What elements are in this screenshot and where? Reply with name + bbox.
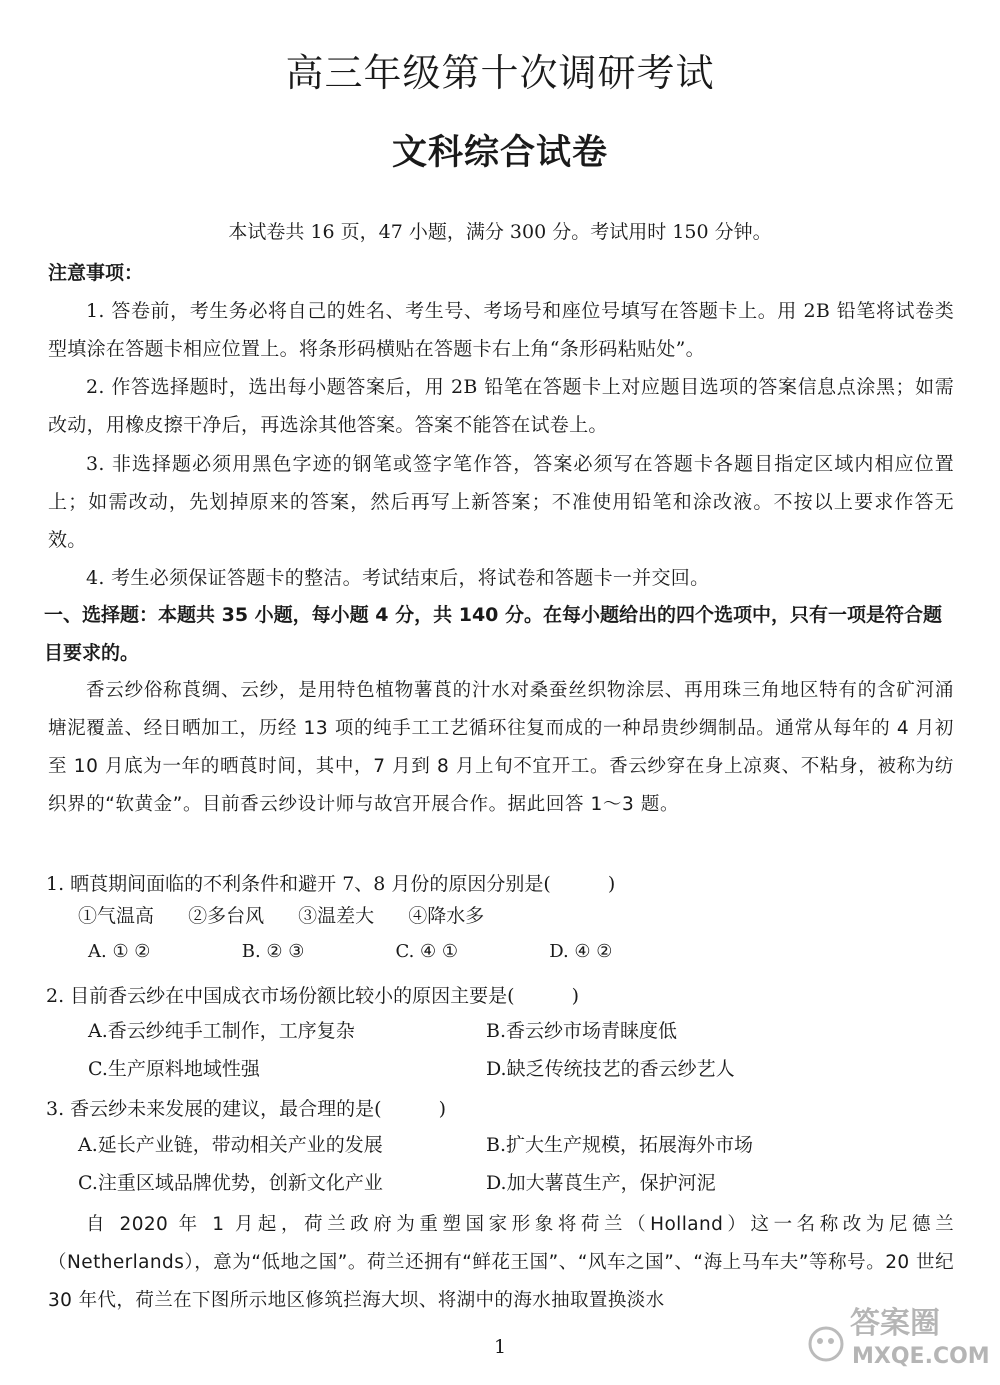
q1-item: ②多台风 xyxy=(188,905,265,927)
q2-option-d: D.缺乏传统技艺的香云纱艺人 xyxy=(486,1058,735,1080)
watermark-logo xyxy=(800,1290,990,1380)
notice-item-2: 2. 作答选择题时，选出每小题答案后，用 2B 铅笔在答题卡上对应题目选项的答案信息点涂黑；如需改动，用橡皮擦干净后，再选涂其他答案。答案不能答在试卷上。 xyxy=(48,376,954,436)
section-heading: 一、选择题：本题共 35 小题，每小题 4 分，共 140 分。在每小题给出的四个选项中，只有一项是符合题目要求的。 xyxy=(44,604,943,664)
notice-item-1: 1. 答卷前，考生务必将自己的姓名、考生号、考场号和座位号填写在答题卡上。用 2B 铅笔将试卷类型填涂在答题卡相应位置上。将条形码横贴在答题卡右上角“条形码粘贴处”。 xyxy=(48,300,954,360)
q2-option-c: C.生产原料地域性强 xyxy=(88,1058,260,1080)
q3-option-a: A.延长产业链，带动相关产业的发展 xyxy=(78,1134,383,1156)
q1-item: ①气温高 xyxy=(78,905,155,927)
watermark-url: MXQE.COM xyxy=(852,1344,990,1369)
question-3-stem: 3. 香云纱未来发展的建议，最合理的是( ) xyxy=(46,1098,446,1120)
exam-subtitle: 文科综合试卷 xyxy=(391,133,608,173)
q3-option-b: B.扩大生产规模，拓展海外市场 xyxy=(486,1134,754,1156)
q1-choice-a: A. ① ② xyxy=(88,941,151,962)
q1-choice-c: C. ④ ① xyxy=(395,941,459,962)
q2-option-a: A.香云纱纯手工制作，工序复杂 xyxy=(88,1020,355,1042)
page-number: 1 xyxy=(493,1336,507,1358)
question-1-choices xyxy=(88,941,697,962)
question-1-stem: 1. 晒莨期间面临的不利条件和避开 7、8 月份的原因分别是( ) xyxy=(46,873,616,895)
q1-item: ④降水多 xyxy=(408,905,485,927)
q3-option-d: D.加大薯莨生产，保护河泥 xyxy=(486,1172,716,1194)
passage-xiangyunsha: 香云纱俗称莨绸、云纱，是用特色植物薯莨的汁水对桑蚕丝织物涂层、再用珠三角地区特有的含矿河涌塘泥覆盖、经日晒加工，历经 13 项的纯手工工艺循环往复而成的一种昂贵纱绸制品。通常从每年的 4 月初至 10 月底为一年的晒莨时间，其中，7 月到 8 月上旬不宜开工。香云纱穿在身上凉爽、不粘身，被称为纺织界的“软黄金”。目前香云纱设计师与故宫开展合作。据此回答 1～3 题。 xyxy=(48,680,954,815)
question-2-stem: 2. 目前香云纱在中国成衣市场份额比较小的原因主要是( ) xyxy=(46,985,579,1007)
notice-item-3: 3. 非选择题必须用黑色字迹的钢笔或签字笔作答，答案必须写在答题卡各题目指定区域内相应位置上；如需改动，先划掉原来的答案，然后再写上新答案；不准使用铅笔和涂改液。不按以上要求作答无效。 xyxy=(48,453,954,551)
q2-option-b: B.香云纱市场青睐度低 xyxy=(486,1020,678,1042)
exam-title: 高三年级第十次调研考试 xyxy=(285,51,715,95)
exam-info: 本试卷共 16 页，47 小题，满分 300 分。考试用时 150 分钟。 xyxy=(228,221,772,243)
watermark-text: 答案圈 xyxy=(850,1306,940,1341)
notice-heading: 注意事项： xyxy=(48,262,144,284)
q1-choice-d: D. ④ ② xyxy=(549,941,613,962)
notice-item-4: 4. 考生必须保证答题卡的整洁。考试结束后，将试卷和答题卡一并交回。 xyxy=(86,567,710,589)
watermark-icon xyxy=(806,1324,846,1364)
q1-choice-b: B. ② ③ xyxy=(241,941,305,962)
passage-netherlands: 自 2020 年 1 月起，荷兰政府为重塑国家形象将荷兰（Holland）这一名称改为尼德兰（Netherlands），意为“低地之国”。荷兰还拥有“鲜花王国”、“风车之国”、“海上马车夫”等称号。20 世纪 30 年代，荷兰在下图所示地区修筑拦海大坝、将湖中的海水抽取置换淡水 xyxy=(48,1214,954,1311)
q1-item: ③温差大 xyxy=(298,905,375,927)
q3-option-c: C.注重区域品牌优势，创新文化产业 xyxy=(78,1172,383,1194)
question-1-items xyxy=(78,901,512,928)
